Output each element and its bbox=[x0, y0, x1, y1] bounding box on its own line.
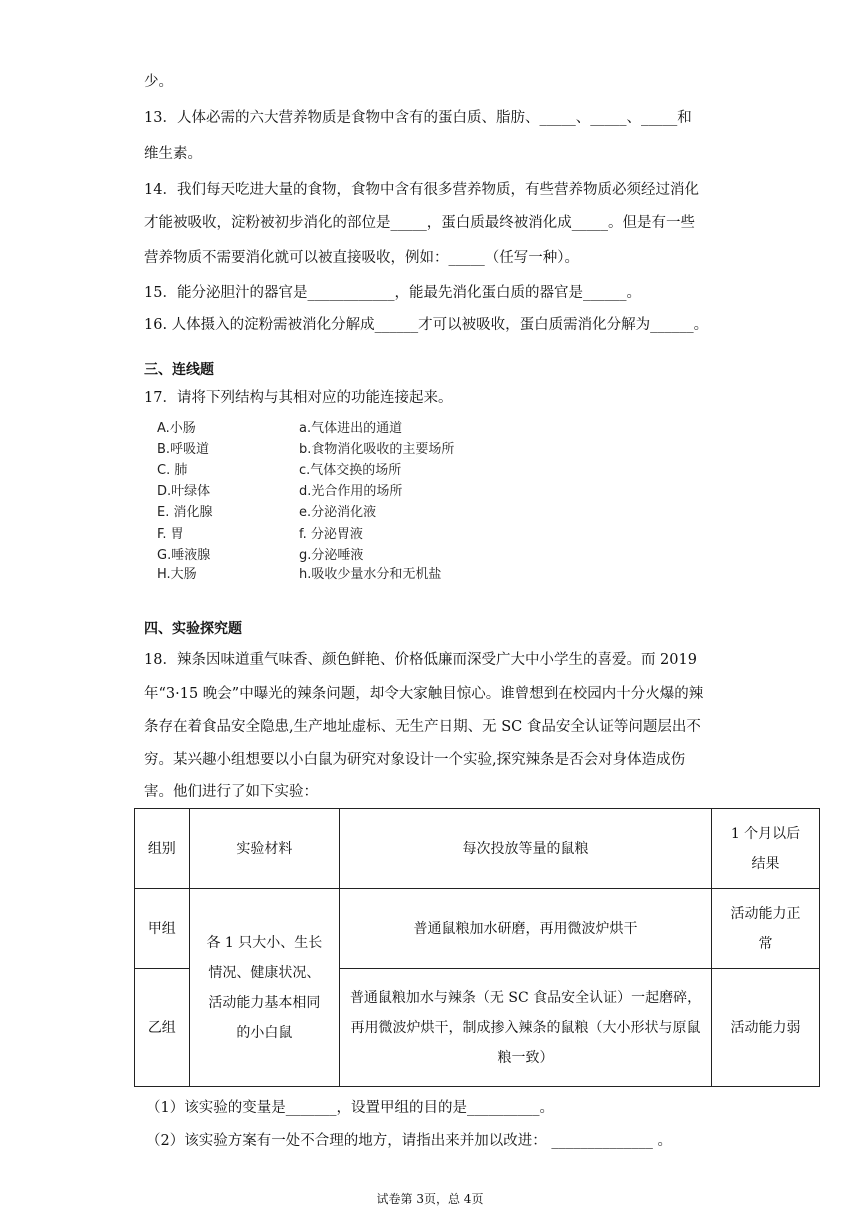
question-18-line1: 18．辣条因味道重气味香、颜色鲜艳、价格低廉而深受广大中小学生的喜爱。而 2019 bbox=[144, 652, 697, 668]
question-18-line2: 年“3·15 晚会”中曝光的辣条问题，却令大家触目惊心。谁曾想到在校园内十分火爆的辣 bbox=[144, 686, 704, 702]
question-13-line1: 13．人体必需的六大营养物质是食物中含有的蛋白质、脂肪、_____、_____、_____和 bbox=[144, 110, 692, 126]
feed-jia: 普通鼠粮加水研磨，再用微波炉烘干 bbox=[340, 889, 712, 969]
header-feed: 每次投放等量的鼠粮 bbox=[340, 809, 712, 889]
match-left-item: F. 胃 bbox=[157, 527, 184, 542]
question-17: 17．请将下列结构与其相对应的功能连接起来。 bbox=[144, 390, 453, 406]
group-yi: 乙组 bbox=[135, 969, 190, 1087]
match-left-item: B.呼吸道 bbox=[157, 442, 210, 457]
match-right-item: c.气体交换的场所 bbox=[299, 463, 402, 478]
question-14-line3: 营养物质不需要消化就可以被直接吸收，例如：_____（任写一种）。 bbox=[144, 250, 579, 266]
match-right-item: b.食物消化吸收的主要场所 bbox=[299, 442, 455, 457]
page-footer: 试卷第 3页，总 4页 bbox=[376, 1192, 484, 1206]
match-right-item: d.光合作用的场所 bbox=[299, 484, 403, 499]
match-right-item: h.吸收少量水分和无机盐 bbox=[299, 567, 442, 582]
match-left-item: C. 肺 bbox=[157, 463, 188, 478]
material-cell: 各 1 只大小、生长情况、健康状况、活动能力基本相同的小白鼠 bbox=[189, 889, 339, 1087]
question-18-line3: 条存在着食品安全隐患,生产地址虚标、无生产日期、无 SC 食品安全认证等问题层出不 bbox=[144, 719, 701, 735]
match-left-item: E. 消化腺 bbox=[157, 505, 213, 520]
match-left-item: H.大肠 bbox=[157, 567, 197, 582]
header-result: 1 个月以后结果 bbox=[711, 809, 819, 889]
question-15: 15．能分泌胆汁的器官是____________，能最先消化蛋白质的器官是______。 bbox=[144, 285, 641, 301]
table-header-row bbox=[135, 809, 820, 889]
experiment-table bbox=[134, 808, 820, 1087]
result-yi: 活动能力弱 bbox=[711, 969, 819, 1087]
question-18-line4: 穷。某兴趣小组想要以小白鼠为研究对象设计一个实验,探究辣条是否会对身体造成伤 bbox=[144, 752, 686, 768]
match-right-item: a.气体进出的通道 bbox=[299, 421, 403, 436]
match-right-item: e.分泌消化液 bbox=[299, 505, 377, 520]
match-right-item: f. 分泌胃液 bbox=[299, 527, 363, 542]
header-material: 实验材料 bbox=[189, 809, 339, 889]
match-right-item: g.分泌唾液 bbox=[299, 548, 364, 563]
match-left-item: G.唾液腺 bbox=[157, 548, 211, 563]
match-left-item: D.叶绿体 bbox=[157, 484, 211, 499]
question-16: 16. 人体摄入的淀粉需被消化分解成______才可以被吸收，蛋白质需消化分解为______。 bbox=[144, 317, 709, 333]
question-13-line2: 维生素。 bbox=[144, 146, 202, 162]
header-group: 组别 bbox=[135, 809, 190, 889]
group-jia: 甲组 bbox=[135, 889, 190, 969]
section-heading-experiment: 四、实验探究题 bbox=[144, 621, 242, 637]
match-left-item: A.小肠 bbox=[157, 421, 196, 436]
feed-yi: 普通鼠粮加水与辣条（无 SC 食品安全认证）一起磨碎，再用微波炉烘干，制成掺入辣条的鼠粮（大小形状与原鼠粮一致） bbox=[340, 969, 712, 1087]
sub-question-2: （2）该实验方案有一处不合理的地方，请指出来并加以改进： ______________ 。 bbox=[146, 1133, 672, 1149]
question-14-line1: 14．我们每天吃进大量的食物，食物中含有很多营养物质，有些营养物质必须经过消化 bbox=[144, 182, 699, 198]
section-heading-matching: 三、连线题 bbox=[144, 362, 214, 378]
question-18-line5: 害。他们进行了如下实验： bbox=[144, 784, 318, 800]
question-14-line2: 才能被吸收，淀粉被初步消化的部位是_____，蛋白质最终被消化成_____。但是有一些 bbox=[144, 215, 695, 231]
text-line: 少。 bbox=[144, 74, 173, 90]
result-jia: 活动能力正常 bbox=[711, 889, 819, 969]
sub-question-1: （1）该实验的变量是_______，设置甲组的目的是__________。 bbox=[146, 1100, 554, 1116]
table-row bbox=[135, 889, 820, 969]
